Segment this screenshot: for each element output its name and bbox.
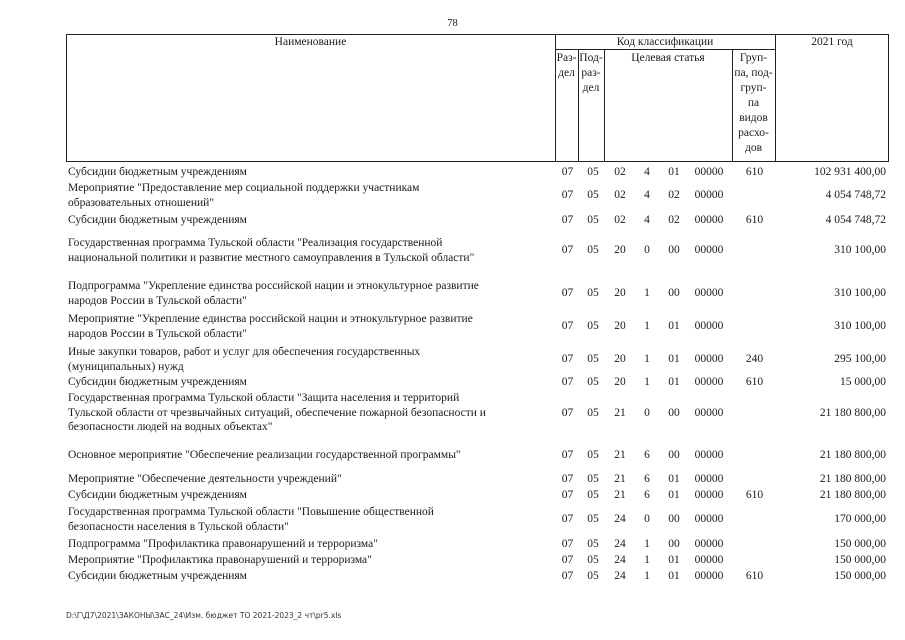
table-row <box>0 472 905 487</box>
row-amount: 150 000,00 <box>834 538 886 550</box>
row-code-g: 610 <box>745 166 764 178</box>
row-name <box>68 488 548 503</box>
header-code-group: Код классификации <box>616 36 714 48</box>
row-amount: 150 000,00 <box>834 554 886 566</box>
table-row <box>0 236 905 265</box>
row-code-g: 610 <box>745 376 764 388</box>
row-code-t3: 02 <box>668 189 680 202</box>
row-code-r: 07 <box>561 570 574 582</box>
row-amount: 295 100,00 <box>834 353 886 366</box>
row-code-t1: 24 <box>614 513 626 526</box>
row-name-line: Субсидии бюджетным учреждениям <box>68 489 247 501</box>
header-podrazdel-line: Под- <box>579 52 603 64</box>
row-amount: 170 000,00 <box>834 513 886 526</box>
row-code-t3: 01 <box>668 570 680 582</box>
row-name-line: Мероприятие "Укрепление единства российской нации и этнокультурное развитие <box>68 313 473 325</box>
row-name <box>68 181 548 210</box>
table-row <box>0 345 905 374</box>
row-code-p: 05 <box>587 513 599 526</box>
row-name-line: Государственная программа Тульской области "Защита населения и территорий <box>68 392 460 404</box>
row-code-t1: 21 <box>614 406 626 419</box>
row-name <box>68 505 548 534</box>
row-code-t2: 4 <box>644 166 650 178</box>
row-code-t2: 6 <box>644 449 650 461</box>
row-name-line: Мероприятие "Профилактика правонарушений и терроризма" <box>68 554 372 566</box>
row-code-t4: 00000 <box>694 320 724 333</box>
row-code-t1: 02 <box>614 166 626 178</box>
row-code-p: 05 <box>587 244 599 257</box>
row-code-r: 07 <box>561 554 574 566</box>
row-code-t4: 00000 <box>694 244 724 257</box>
row-code-t3: 01 <box>668 166 680 178</box>
header-podrazdel-line: раз- <box>581 67 601 79</box>
row-code-t1: 24 <box>614 538 626 550</box>
row-amount: 150 000,00 <box>834 570 886 582</box>
table-header <box>66 34 889 162</box>
row-code-t2: 0 <box>644 513 650 526</box>
row-name-line: безопасности населения в Тульской области" <box>68 520 289 533</box>
row-code-t1: 21 <box>614 449 626 461</box>
row-amount: 21 180 800,00 <box>819 406 886 419</box>
row-code-t2: 0 <box>644 406 650 419</box>
row-code-r: 07 <box>561 406 574 419</box>
row-code-t4: 00000 <box>694 513 724 526</box>
table-row <box>0 488 905 503</box>
table-row <box>0 448 905 463</box>
row-code-t2: 4 <box>644 214 650 226</box>
header-razdel <box>555 51 578 81</box>
row-code-t4: 00000 <box>694 489 724 501</box>
row-name-line: Субсидии бюджетным учреждениям <box>68 166 247 178</box>
row-amount: 310 100,00 <box>834 320 886 333</box>
row-name <box>68 537 548 552</box>
row-code-t2: 6 <box>644 473 650 485</box>
header-bottom-border <box>66 161 889 162</box>
row-name-line: народов России в Тульской области" <box>68 327 247 340</box>
row-amount: 310 100,00 <box>834 244 886 257</box>
header-group-line: па <box>747 97 760 109</box>
row-name <box>68 236 548 265</box>
row-code-r: 07 <box>561 287 574 300</box>
row-amount: 4 054 748,72 <box>825 189 886 202</box>
row-code-p: 05 <box>587 166 599 178</box>
row-name <box>68 279 548 308</box>
row-amount: 310 100,00 <box>834 287 886 300</box>
row-code-t4: 00000 <box>694 189 724 202</box>
row-code-p: 05 <box>587 353 599 366</box>
row-code-t3: 01 <box>668 376 680 388</box>
row-code-t3: 00 <box>668 244 680 257</box>
row-name <box>68 448 548 463</box>
row-code-t2: 1 <box>644 570 650 582</box>
row-code-r: 07 <box>561 189 574 202</box>
row-code-p: 05 <box>587 287 599 300</box>
row-code-t4: 00000 <box>694 287 724 300</box>
header-right-border <box>888 34 889 162</box>
row-name <box>68 375 548 390</box>
table-row <box>0 375 905 390</box>
row-code-r: 07 <box>561 513 574 526</box>
header-year: 2021 год <box>811 36 853 48</box>
row-code-t1: 20 <box>614 244 626 257</box>
row-code-t2: 1 <box>644 320 650 333</box>
row-code-p: 05 <box>587 189 599 202</box>
header-group-line: видов <box>739 112 768 124</box>
header-group-line: расхо- <box>738 127 769 139</box>
row-code-t2: 1 <box>644 376 650 388</box>
header-group <box>732 51 775 156</box>
row-code-p: 05 <box>587 473 599 485</box>
header-target: Целевая статья <box>631 52 705 64</box>
row-name-line: Основное мероприятие "Обеспечение реализации государственной программы" <box>68 449 461 461</box>
header-group-line: дов <box>744 142 763 154</box>
row-code-t3: 02 <box>668 214 680 226</box>
row-code-t4: 00000 <box>694 538 724 550</box>
row-code-t1: 24 <box>614 554 626 566</box>
sep-code-year <box>775 34 776 162</box>
row-code-r: 07 <box>561 473 574 485</box>
row-name-line: Мероприятие "Обеспечение деятельности учреждений" <box>68 473 342 485</box>
row-name-line: Мероприятие "Предоставление мер социальной поддержки участникам <box>68 182 420 194</box>
row-code-t3: 00 <box>668 287 680 300</box>
header-razdel-line: Раз- <box>556 52 577 64</box>
row-code-t4: 00000 <box>694 353 724 366</box>
row-code-r: 07 <box>561 166 574 178</box>
row-amount: 4 054 748,72 <box>825 214 886 226</box>
row-name-line: Государственная программа Тульской области "Реализация государственной <box>68 237 443 249</box>
row-code-r: 07 <box>561 489 574 501</box>
row-code-r: 07 <box>561 538 574 550</box>
row-code-t2: 1 <box>644 287 650 300</box>
row-code-p: 05 <box>587 320 599 333</box>
row-code-t1: 20 <box>614 287 626 300</box>
table-row <box>0 312 905 341</box>
row-name <box>68 345 548 374</box>
row-amount: 102 931 400,00 <box>814 166 886 178</box>
table-row <box>0 569 905 584</box>
table-row <box>0 391 905 435</box>
row-name-line: национальной политики и развитие местного самоуправления в Тульской области" <box>68 251 475 264</box>
row-code-t2: 6 <box>644 489 650 501</box>
row-amount: 21 180 800,00 <box>819 473 886 485</box>
row-code-g: 240 <box>745 353 764 366</box>
row-code-r: 07 <box>561 320 574 333</box>
row-name-line: Субсидии бюджетным учреждениям <box>68 214 247 226</box>
row-name <box>68 391 548 435</box>
header-podrazdel <box>578 51 604 96</box>
row-code-p: 05 <box>587 376 599 388</box>
row-code-t1: 20 <box>614 376 626 388</box>
row-code-t3: 00 <box>668 406 680 419</box>
row-code-r: 07 <box>561 244 574 257</box>
row-name-line: народов России в Тульской области" <box>68 294 247 307</box>
row-code-t2: 4 <box>644 189 650 202</box>
row-code-t4: 00000 <box>694 376 724 388</box>
row-code-g: 610 <box>745 214 764 226</box>
row-code-t4: 00000 <box>694 166 724 178</box>
row-code-t4: 00000 <box>694 406 724 419</box>
row-code-r: 07 <box>561 353 574 366</box>
row-code-t4: 00000 <box>694 473 724 485</box>
row-name <box>68 312 548 341</box>
row-code-t1: 02 <box>614 214 626 226</box>
row-name-line: (муниципальных) нужд <box>68 360 184 373</box>
row-name-line: безопасности людей на водных объектах" <box>68 421 273 433</box>
header-group-line: па, под- <box>734 67 773 79</box>
row-code-t3: 01 <box>668 554 680 566</box>
row-name-line: Иные закупки товаров, работ и услуг для обеспечения государственных <box>68 346 421 358</box>
row-code-t2: 1 <box>644 554 650 566</box>
row-name <box>68 472 548 487</box>
table-row <box>0 165 905 180</box>
row-name-line: Субсидии бюджетным учреждениям <box>68 376 247 388</box>
row-code-t3: 00 <box>668 538 680 550</box>
row-name-line: Подпрограмма "Укрепление единства российской нации и этнокультурное развитие <box>68 280 479 292</box>
row-code-p: 05 <box>587 489 599 501</box>
row-code-t3: 01 <box>668 489 680 501</box>
row-code-t1: 21 <box>614 473 626 485</box>
row-code-t2: 0 <box>644 244 650 257</box>
row-name <box>68 165 548 180</box>
row-code-t4: 00000 <box>694 449 724 461</box>
row-code-t1: 20 <box>614 320 626 333</box>
header-group-line: груп- <box>740 82 767 94</box>
header-left-border <box>66 34 67 162</box>
row-name-line: Подпрограмма "Профилактика правонарушений и терроризма" <box>68 538 378 550</box>
row-code-p: 05 <box>587 570 599 582</box>
row-code-t3: 00 <box>668 449 680 461</box>
row-name-line: образовательных отношений" <box>68 196 215 209</box>
row-code-t3: 01 <box>668 353 680 366</box>
row-code-t3: 01 <box>668 473 680 485</box>
row-code-r: 07 <box>561 449 574 461</box>
row-amount: 21 180 800,00 <box>819 449 886 461</box>
row-code-t4: 00000 <box>694 570 724 582</box>
table-row <box>0 213 905 228</box>
header-name: Наименование <box>274 36 347 48</box>
row-code-r: 07 <box>561 376 574 388</box>
file-path-footer: D:\Г\Д7\2021\ЗАКОНЫ\ЗАС_24\Изм. бюджет ТО 2021-2023_2 чт\pr5.xls <box>66 611 342 620</box>
page-number: 78 <box>447 18 458 29</box>
row-code-t3: 00 <box>668 513 680 526</box>
row-name-line: Тульской области от чрезвычайных ситуаций, обеспечение пожарной безопасности и <box>68 406 486 419</box>
row-code-p: 05 <box>587 406 599 419</box>
table-row <box>0 181 905 210</box>
row-name <box>68 213 548 228</box>
row-name-line: Государственная программа Тульской области "Повышение общественной <box>68 506 434 518</box>
row-code-t4: 00000 <box>694 214 724 226</box>
row-name <box>68 553 548 568</box>
table-row <box>0 537 905 552</box>
header-podrazdel-line: дел <box>582 82 600 94</box>
row-code-g: 610 <box>745 489 764 501</box>
row-code-t4: 00000 <box>694 554 724 566</box>
row-code-t2: 1 <box>644 538 650 550</box>
row-amount: 15 000,00 <box>840 376 886 388</box>
table-row <box>0 279 905 308</box>
row-code-p: 05 <box>587 538 599 550</box>
row-code-t1: 20 <box>614 353 626 366</box>
row-amount: 21 180 800,00 <box>819 489 886 501</box>
row-code-t3: 01 <box>668 320 680 333</box>
row-name-line: Субсидии бюджетным учреждениям <box>68 570 247 582</box>
header-group-line: Груп- <box>739 52 768 64</box>
row-name <box>68 569 548 584</box>
row-code-r: 07 <box>561 214 574 226</box>
row-code-p: 05 <box>587 449 599 461</box>
row-code-t1: 02 <box>614 189 626 202</box>
row-code-p: 05 <box>587 214 599 226</box>
row-code-t1: 24 <box>614 570 626 582</box>
table-row <box>0 553 905 568</box>
row-code-t1: 21 <box>614 489 626 501</box>
table-row <box>0 505 905 534</box>
row-code-t2: 1 <box>644 353 650 366</box>
header-razdel-line: дел <box>558 67 575 79</box>
row-code-g: 610 <box>745 570 764 582</box>
row-code-p: 05 <box>587 554 599 566</box>
